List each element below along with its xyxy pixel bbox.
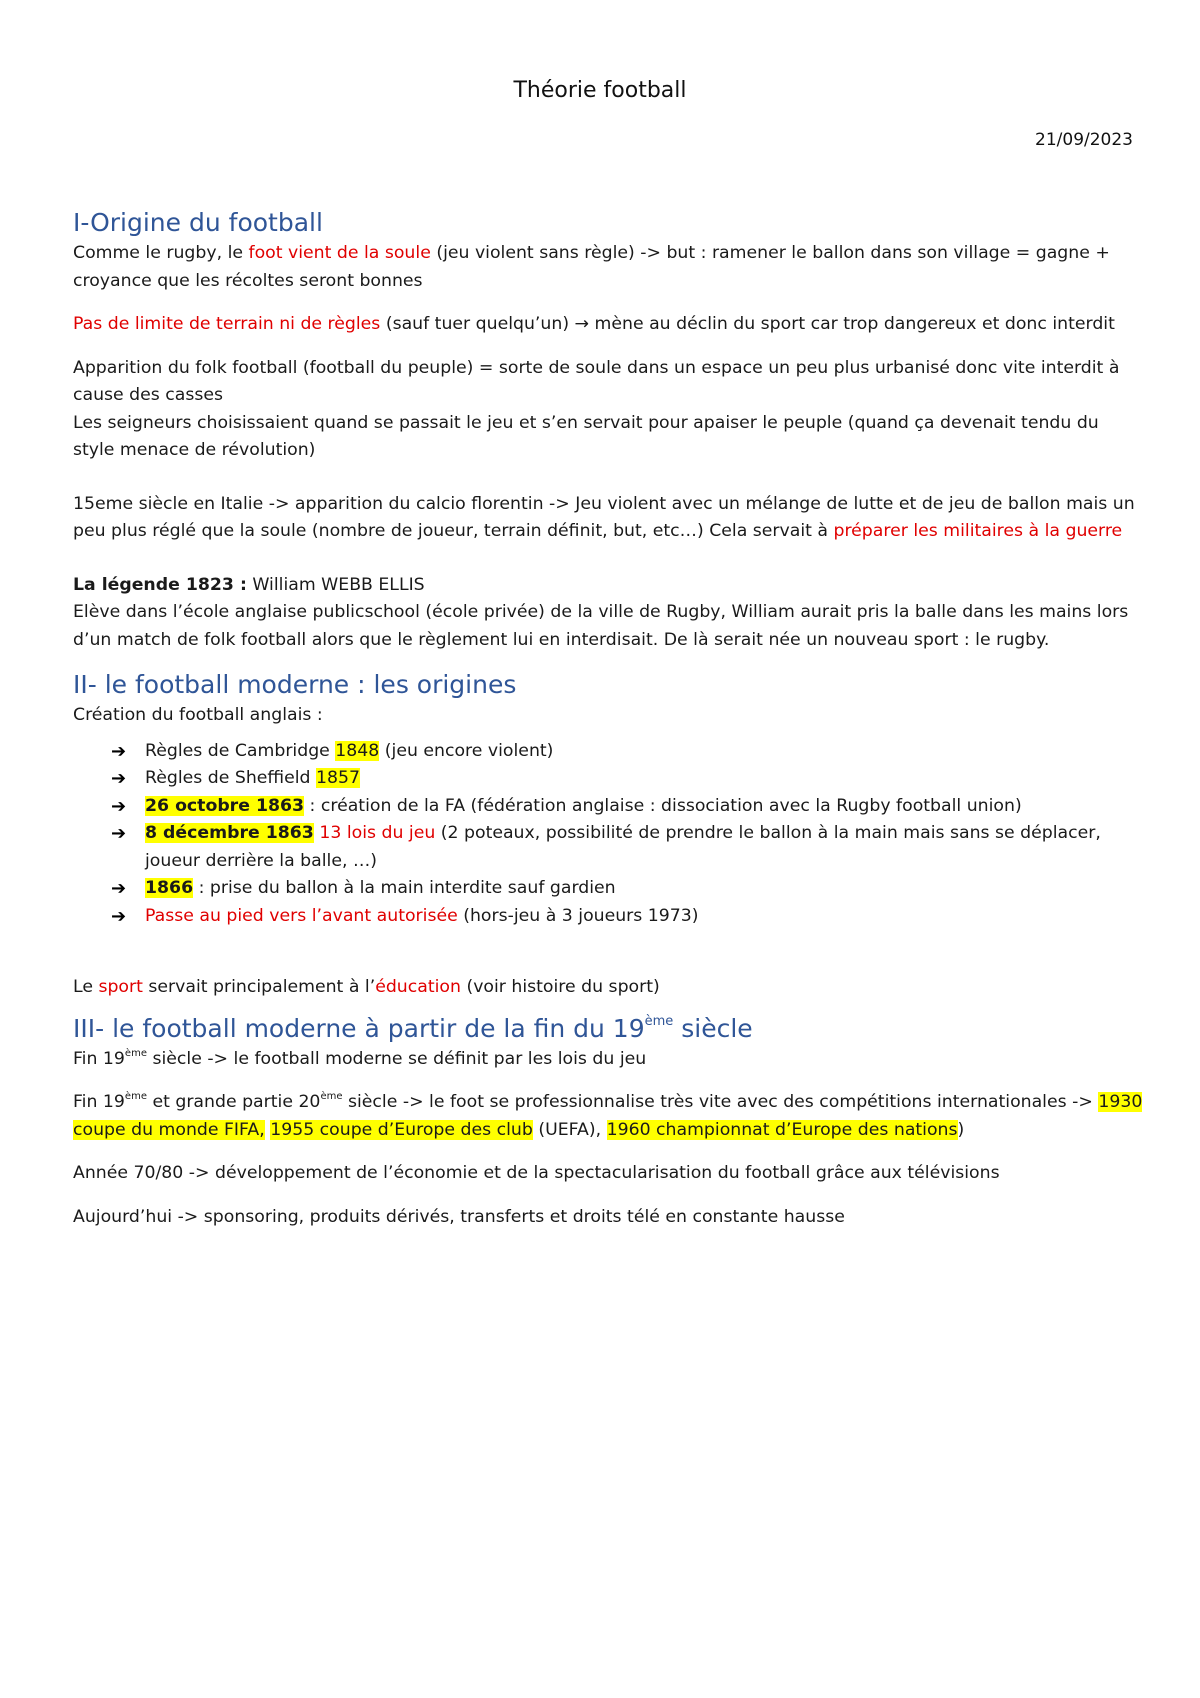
list-item: ➔ Règles de Cambridge 1848 (jeu encore violent) [111,738,1143,766]
document-date: 21/09/2023 [1035,130,1133,150]
section-3-paragraph-2: Fin 19ème et grande partie 20ème siècle -> le foot se professionnalise très vite avec des compétitions internationales -> 1930 coupe du monde FIFA, 1955 coupe d’Europe des club (UEFA), 1960 championnat d’Europe des nations) [73,1091,1143,1140]
arrow-right-icon: ➔ [111,740,127,762]
arrow-right-icon: ➔ [111,878,127,899]
list-item: ➔ Passe au pied vers l’avant autorisée (hors-jeu à 3 joueurs 1973) [111,903,1143,931]
section-1-heading: I-Origine du football [73,208,323,237]
section-2-outro: Le sport servait principalement à l’éducation (voir histoire du sport) [73,977,660,997]
section-2-intro: Création du football anglais : [73,705,323,725]
document-body [73,206,1143,1231]
section-3-paragraph-1: Fin 19ème siècle -> le football moderne se définit par les lois du jeu [73,1047,647,1069]
document-title: Théorie football [513,78,687,103]
section-1-paragraph-1: Comme le rugby, le foot vient de la soule (jeu violent sans règle) -> but : ramener le ballon dans son village = gagne + croyance que les récoltes seront bonnes [73,243,1110,291]
section-3-paragraph-3: Année 70/80 -> développement de l’économie et de la spectacularisation du football grâce aux télévisions [73,1163,1000,1183]
arrow-right-icon: ➔ [111,905,127,927]
list-item: ➔ 1866 : prise du ballon à la main interdite sauf gardien [111,875,1143,903]
arrow-right-icon: ➔ [111,823,127,844]
list-item: ➔ 8 décembre 1863 13 lois du jeu (2 poteaux, possibilité de prendre le ballon à la main mais sans se déplacer, joueur derrière la balle, …) [111,820,1143,875]
list-item: ➔ 26 octobre 1863 : création de la FA (fédération anglaise : dissociation avec la Rugby football union) [111,793,1143,821]
section-2-heading: II- le football moderne : les origines [73,670,517,699]
section-3-heading: III- le football moderne à partir de la fin du 19ème siècle [73,1013,753,1043]
section-1-paragraph-3b: Les seigneurs choisissaient quand se passait le jeu et s’en servait pour apaiser le peuple (quand ça devenait tendu du style menace de révolution) [73,412,1099,460]
arrow-right-icon: ➔ [111,768,127,789]
section-3-paragraph-4: Aujourd’hui -> sponsoring, produits dérivés, transferts et droits télé en constante hausse [73,1206,845,1227]
arrow-right-icon: ➔ [111,795,127,817]
section-1-legend-line: La légende 1823 : William WEBB ELLIS [73,574,425,595]
section-1-paragraph-2: Pas de limite de terrain ni de règles (sauf tuer quelqu’un) → mène au déclin du sport car trop dangereux et donc interdit [73,314,1115,334]
list-item: ➔ Règles de Sheffield 1857 [111,765,1143,793]
section-1-paragraph-4: 15eme siècle en Italie -> apparition du calcio florentin -> Jeu violent avec un mélange de lutte et de jeu de ballon mais un peu plus réglé que la soule (nombre de joueur, terrain définit, but, etc…) Cela servait à préparer les militaires à la guerre [73,493,1135,541]
section-2-list [73,738,1143,931]
section-1-legend-text: Elève dans l’école anglaise publicschool (école privée) de la ville de Rugby, William aurait pris la balle dans les mains lors d’un match de folk football alors que le règlement lui en interdisait. De là serait née un nouveau sport : le rugby. [73,602,1129,650]
section-1-paragraph-3a: Apparition du folk football (football du peuple) = sorte de soule dans un espace un peu plus urbanisé donc vite interdit à cause des casses [73,357,1120,405]
